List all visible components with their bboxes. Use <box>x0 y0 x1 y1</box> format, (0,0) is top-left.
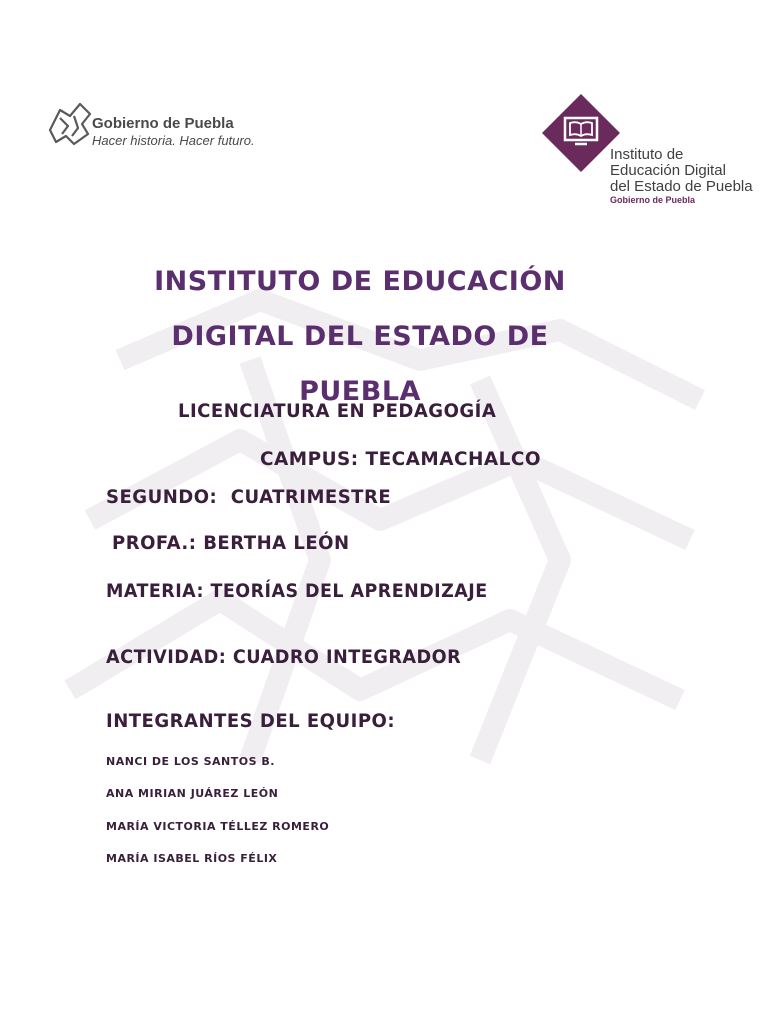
instituto-logo-line2: Educación Digital <box>610 162 726 179</box>
gov-logo-name: Gobierno de Puebla <box>92 115 234 132</box>
team-member: MARÍA ISABEL RÍOS FÉLIX <box>106 852 278 865</box>
teacher-label: PROFA.: BERTHA LEÓN <box>112 532 350 554</box>
campus-name: CAMPUS: TECAMACHALCO <box>260 448 542 470</box>
instituto-logo-line1: Instituto de <box>610 146 684 163</box>
gobierno-de-puebla-logo <box>44 98 284 154</box>
team-heading: INTEGRANTES DEL EQUIPO: <box>106 710 396 732</box>
instituto-logo-line3: del Estado de Puebla <box>610 178 753 195</box>
subject-label: MATERIA: TEORÍAS DEL APRENDIZAJE <box>106 580 488 602</box>
team-member: NANCI DE LOS SANTOS B. <box>106 755 275 768</box>
title-line-3: PUEBLA <box>299 376 421 408</box>
title-line-1: INSTITUTO DE EDUCACIÓN <box>154 266 566 298</box>
document-title <box>100 254 620 419</box>
gov-logo-slogan: Hacer historia. Hacer futuro. <box>92 133 255 148</box>
term-label: SEGUNDO: CUATRIMESTRE <box>106 486 392 508</box>
team-member: ANA MIRIAN JUÁREZ LEÓN <box>106 787 279 800</box>
gobierno-emblem-icon <box>44 100 94 148</box>
degree-name: LICENCIATURA EN PEDAGOGÍA <box>178 400 497 422</box>
instituto-logo <box>540 92 760 212</box>
activity-label: ACTIVIDAD: CUADRO INTEGRADOR <box>106 646 462 668</box>
team-member: MARÍA VICTORIA TÉLLEZ ROMERO <box>106 820 330 833</box>
instituto-logo-line4: Gobierno de Puebla <box>610 195 696 205</box>
title-line-2: DIGITAL DEL ESTADO DE <box>171 321 549 353</box>
